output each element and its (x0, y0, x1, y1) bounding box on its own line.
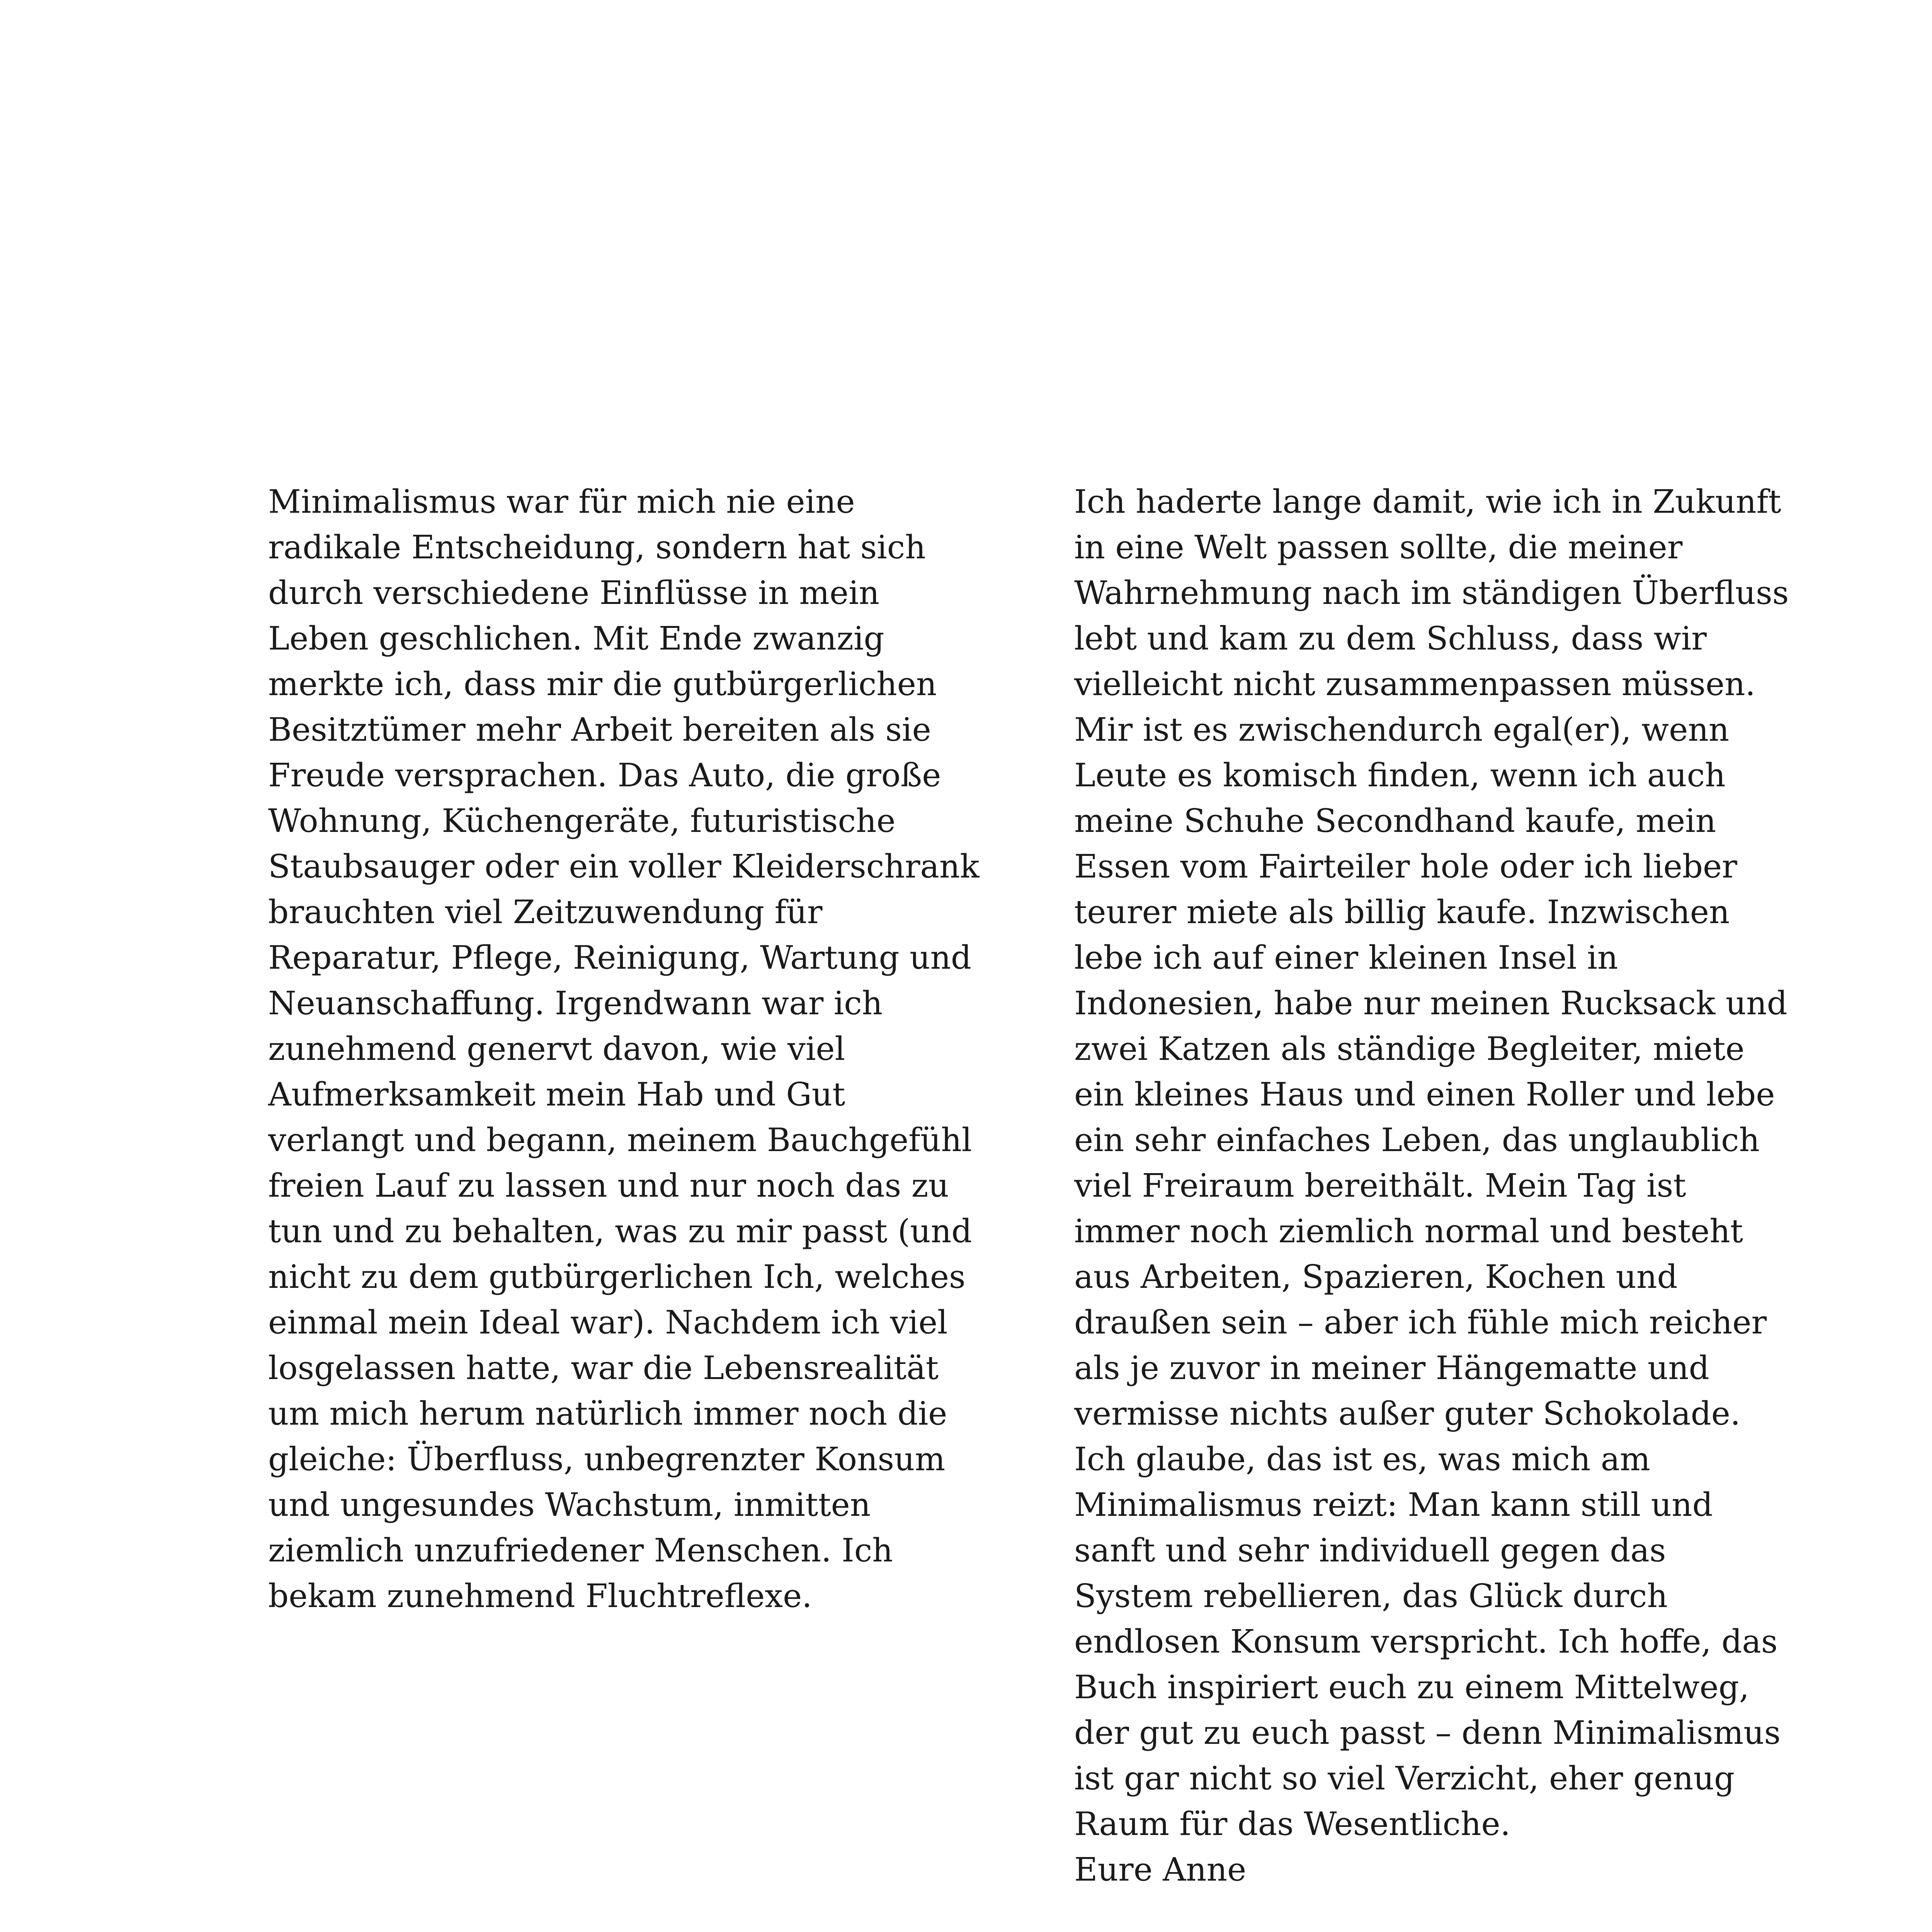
signature: Eure Anne (1074, 1851, 1247, 1888)
right-column (1074, 479, 1793, 1893)
left-column (268, 479, 987, 1619)
left-column-paragraph: Minimalismus war für mich nie eine radikale Entscheidung, sondern hat sich durch verschiedene Einflüsse in mein Leben geschlichen. Mit Ende zwanzig merkte ich, dass mir die gutbürgerlichen Besitztümer mehr Arbeit bereiten als sie Freude versprachen. Das Auto, die große Wohnung, Küchengeräte, futuristische Staubsauger oder ein voller Kleiderschrank brauchten viel Zeitzuwendung für Reparatur, Pflege, Reinigung, Wartung und Neuanschaffung. Irgendwann war ich zunehmend genervt davon, wie viel Aufmerksamkeit mein Hab und Gut verlangt und begann, meinem Bauchgefühl freien Lauf zu lassen und nur noch das zu tun und zu behalten, was zu mir passt (und nicht zu dem gutbürgerlichen Ich, welches einmal mein Ideal war). Nachdem ich viel losgelassen hatte, war die Lebensrealität um mich herum natürlich immer noch die gleiche: Überfluss, unbegrenzter Konsum und ungesundes Wachstum, inmitten ziemlich unzufriedener Menschen. Ich bekam zunehmend Fluchtreflexe. (268, 483, 980, 1615)
right-column-paragraph: Ich haderte lange damit, wie ich in Zukunft in eine Welt passen sollte, die meiner Wahrnehmung nach im ständigen Überfluss lebt und kam zu dem Schluss, dass wir vielleicht nicht zusammenpassen müssen. Mir ist es zwischendurch egal(er), wenn Leute es komisch finden, wenn ich auch meine Schuhe Secondhand kaufe, mein Essen vom Fairteiler hole oder ich lieber teurer miete als billig kaufe. Inzwischen lebe ich auf einer kleinen Insel in Indonesien, habe nur meinen Rucksack und zwei Katzen als ständige Begleiter, miete ein kleines Haus und einen Roller und lebe ein sehr einfaches Leben, das unglaublich viel Freiraum bereithält. Mein Tag ist immer noch ziemlich normal und besteht aus Arbeiten, Spazieren, Kochen und draußen sein – aber ich fühle mich reicher als je zuvor in meiner Hängematte und vermisse nichts außer guter Schokolade. Ich glaube, das ist es, was mich am Minimalismus reizt: Man kann still und sanft und sehr individuell gegen das System rebellieren, das Glück durch endlosen Konsum verspricht. Ich hoffe, das Buch inspiriert euch zu einem Mittelweg, der gut zu euch passt – denn Minimalismus ist gar nicht so viel Verzicht, eher genug Raum für das Wesentliche. (1074, 483, 1789, 1843)
